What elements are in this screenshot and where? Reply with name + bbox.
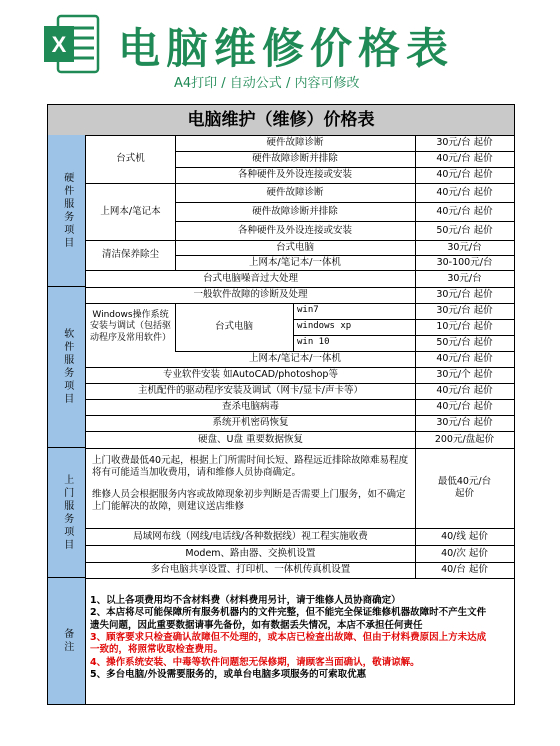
table-row: win 10 <box>297 337 330 348</box>
table-row: 局域网布线（网线/电话线/各种数据线）视工程实施收费 <box>133 530 368 542</box>
price-cell: 40元/台 起价 <box>436 153 493 165</box>
onsite-desc-price <box>415 448 514 528</box>
table-row: win7 <box>297 305 319 316</box>
price-cell: 50元/台 起价 <box>436 337 493 349</box>
table-row: 硬件故障诊断 <box>266 186 324 198</box>
table-row: 查杀电脑病毒 <box>221 401 279 413</box>
notes-block <box>90 595 514 681</box>
price-cell: 30元/个 起价 <box>436 369 493 381</box>
table-row: 各种硬件及外设连接或安装 <box>237 224 352 236</box>
note-3a: 3、顾客要求只检查确认故障但不处理的，或本店已检查出故障、但由于材料费原因上方未达成 <box>90 632 487 644</box>
onsite-desc-price-2: 起价 <box>454 488 474 499</box>
table-row: 台式电脑 <box>275 241 314 253</box>
sheet-title: 电脑维护（维修）价格表 <box>48 105 514 136</box>
table-row: Modem、路由器、交换机设置 <box>185 547 316 559</box>
table-row: 台式电脑噪音过大处理 <box>202 272 298 284</box>
note-4: 4、操作系统安装、中毒等软件问题恕无保修期，请顾客当面确认，敬请谅解。 <box>90 656 420 668</box>
table-row: 上网本/笔记本/一体机 <box>249 353 341 365</box>
category-onsite: 上门服务项目 <box>48 448 86 578</box>
onsite-desc-price-1: 最低40元/台 <box>437 476 492 488</box>
price-cell: 10元/台 起价 <box>436 321 493 333</box>
price-cell: 40元/台 起价 <box>436 205 493 217</box>
price-cell: 40元/台 起价 <box>436 186 493 198</box>
windows-install-label: Windows操作系统安装与调试（包括驱动程序及常用软件） <box>89 310 171 343</box>
svg-text:X: X <box>51 32 67 57</box>
price-cell: 30元/台 起价 <box>436 417 493 429</box>
price-cell: 50元/台 起价 <box>436 224 493 236</box>
price-cell: 40元/台 起价 <box>436 169 493 181</box>
page-title: 电脑维修价格表 <box>118 24 455 73</box>
note-2a: 2、本店将尽可能保障所有服务机器内的文件完整，但不能完全保证维修机器故障时不产生文件 <box>90 607 487 619</box>
price-cell: 30元/台 起价 <box>436 305 493 317</box>
table-row: 系统开机密码恢复 <box>212 417 289 429</box>
table-row: 专业软件安装 如AutoCAD/photoshop等 <box>163 369 338 381</box>
note-5: 5、多台电脑/外设需要服务的，或单台电脑多项服务的可索取优惠 <box>90 669 367 681</box>
table-row: 硬件故障诊断并排除 <box>252 205 338 217</box>
price-sheet <box>47 104 515 705</box>
price-cell: 30元/台 起价 <box>436 289 493 301</box>
price-cell: 40/台 起价 <box>441 564 488 576</box>
table-row: 多台电脑共享设置、打印机、一体机传真机设置 <box>150 564 351 576</box>
category-software: 软件服务项目 <box>48 287 86 448</box>
price-cell: 40元/台 起价 <box>436 401 493 413</box>
price-cell: 40元/台 起价 <box>436 385 493 397</box>
hardware-clean-label: 清洁保养除尘 <box>101 249 159 261</box>
category-hardware: 硬件服务项目 <box>48 135 86 287</box>
page-subtitle: A4打印 / 自动公式 / 内容可修改 <box>174 76 360 91</box>
price-cell: 30元/台 <box>447 272 482 284</box>
header <box>0 0 560 100</box>
table-row: 上网本/笔记本/一体机 <box>249 256 341 268</box>
category-notes: 备注 <box>48 578 86 704</box>
note-1: 1、以上各项费用均不含材料费（材料费用另计，请于维修人员协商确定） <box>90 595 401 606</box>
software-desktop-label: 台式电脑 <box>214 321 253 333</box>
price-cell: 30元/台 起价 <box>436 137 493 149</box>
hardware-laptop-label: 上网本/笔记本 <box>100 205 161 217</box>
price-cell: 40/线 起价 <box>441 530 488 542</box>
table-row: 硬件故障诊断 <box>266 137 324 149</box>
onsite-desc-1: 上门收费最低40元起，根据上门所需时间长短、路程远近排除故障难易程度将有可能适当加收费用，请和维修人员协商确定。 <box>92 455 409 479</box>
excel-icon <box>42 14 100 74</box>
note-2b: 遗失问题，因此重要数据请事先备份，如有数据丢失情况，本店不承担任何责任 <box>90 619 423 631</box>
price-cell: 200元/盘起价 <box>434 433 495 445</box>
price-cell: 40/次 起价 <box>441 547 488 559</box>
table-row: 硬件故障诊断并排除 <box>252 153 338 165</box>
note-3b: 一致的，将照常收取检查费用。 <box>90 644 224 656</box>
table-row: 主机配件的驱动程序安装及调试（网卡/显卡/声卡等） <box>138 385 363 397</box>
table-row: 各种硬件及外设连接或安装 <box>237 169 352 181</box>
hardware-desktop-label: 台式机 <box>116 153 145 165</box>
table-row: 硬盘、U盘 重要数据恢复 <box>198 433 303 445</box>
table-row: windows xp <box>297 321 352 332</box>
onsite-desc-2: 维修人员会根据服务内容或故障现象初步判断是否需要上门服务，如不确定上门能解决的故障，则建议送店维修 <box>92 489 406 513</box>
table-row: 一般软件故障的诊断及处理 <box>193 289 308 301</box>
price-cell: 30元/台 <box>447 241 482 253</box>
price-cell: 30-100元/台 <box>436 256 493 268</box>
price-cell: 40元/台 起价 <box>436 353 493 365</box>
